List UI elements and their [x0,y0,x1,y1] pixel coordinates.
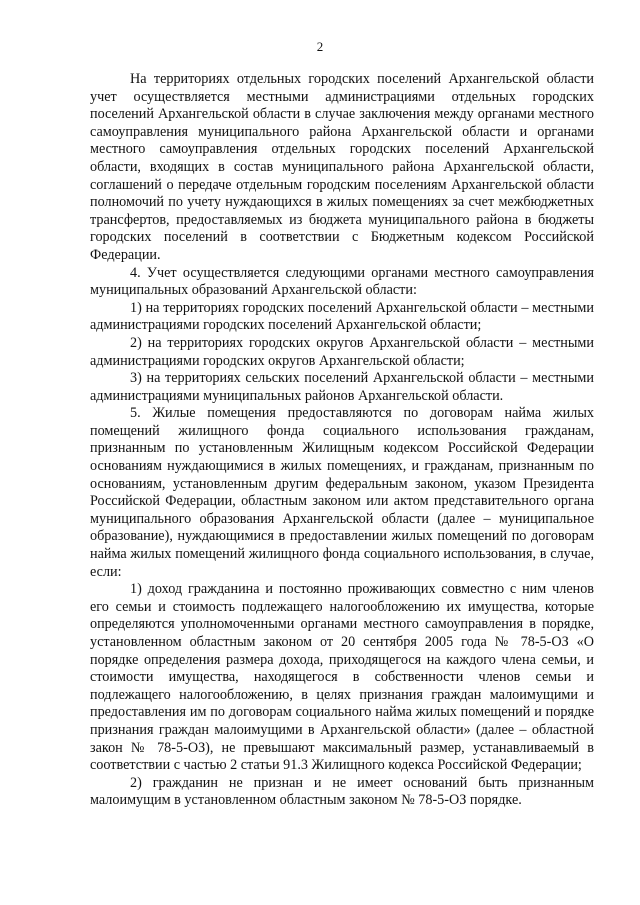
list-item-5-2: 2) гражданин не признан и не имеет оснований быть признанным малоимущим в установленном областным законом № 78-5-ОЗ порядке. [90,774,594,809]
list-item-4-2: 2) на территориях городских округов Архангельской области – местными администрациями городских округов Архангельской области; [90,334,594,369]
page-number: 2 [316,39,324,54]
paragraph-4-accounting-bodies: 4. Учет осуществляется следующими органами местного самоуправления муниципальных образований Архангельской области: [90,264,594,299]
document-body [90,71,594,810]
list-item-4-3: 3) на территориях сельских поселений Архангельской области – местными администрациями муниципальных районов Архангельской области. [90,370,594,404]
paragraph-accounting-settlements: На территориях отдельных городских поселений Архангельской области учет осуществляется местными администрациями отдельных городских поселений Архангельской области в случае заключения между органами местного самоуправления муниципального района Архангельской области и органами местного самоуправления отдельных городских поселений Архангельской области, входящих в состав муниципального района Архангельской области, соглашений о передаче отдельным городским поселениям Архангельской области полномочий по учету нуждающихся в жилых помещениях за счет межбюджетных трансфертов, предоставляемых из бюджета муниципального района в бюджеты городских поселений в соответствии с Бюджетным кодексом Российской Федерации. [90,71,594,263]
list-item-5-1: 1) доход гражданина и постоянно проживающих совместно с ним членов его семьи и стоимость подлежащего налогообложению их имущества, которые определяются уполномоченными органами местного самоуправления в порядке, установленном областным законом от 20 сентября 2005 года № 78-5-ОЗ «О порядке определения размера дохода, приходящегося на каждого члена семьи, и стоимости имущества, находящегося в собственности членов семьи и подлежащего налогообложению, в целях признания граждан малоимущими и предоставления им по договорам социального найма жилых помещений и порядке признания граждан малоимущими в Архангельской области» (далее – областной закон № 78-5-ОЗ), не превышают максимальный размер, устанавливаемый в соответствии с частью 2 статьи 91.3 Жилищного кодекса Российской Федерации; [90,581,594,774]
list-item-4-1: 1) на территориях городских поселений Архангельской области – местными администрациями городских поселений Архангельской области; [90,299,594,334]
paragraph-5-housing-provision: 5. Жилые помещения предоставляются по договорам найма жилых помещений жилищного фонда социального использования гражданам, признанным по установленным Жилищным кодексом Российской Федерации основаниям нуждающимися в жилых помещениях, и гражданам, признанным по основаниям, установленным другим федеральным законом, указом Президента Российской Федерации, областным законом или актом представительного органа муниципального образования Архангельской области (далее – муниципальное образование), нуждающимися в предоставлении жилых помещений по договорам найма жилых помещений жилищного фонда социального использования, в случае, если: [90,405,594,580]
